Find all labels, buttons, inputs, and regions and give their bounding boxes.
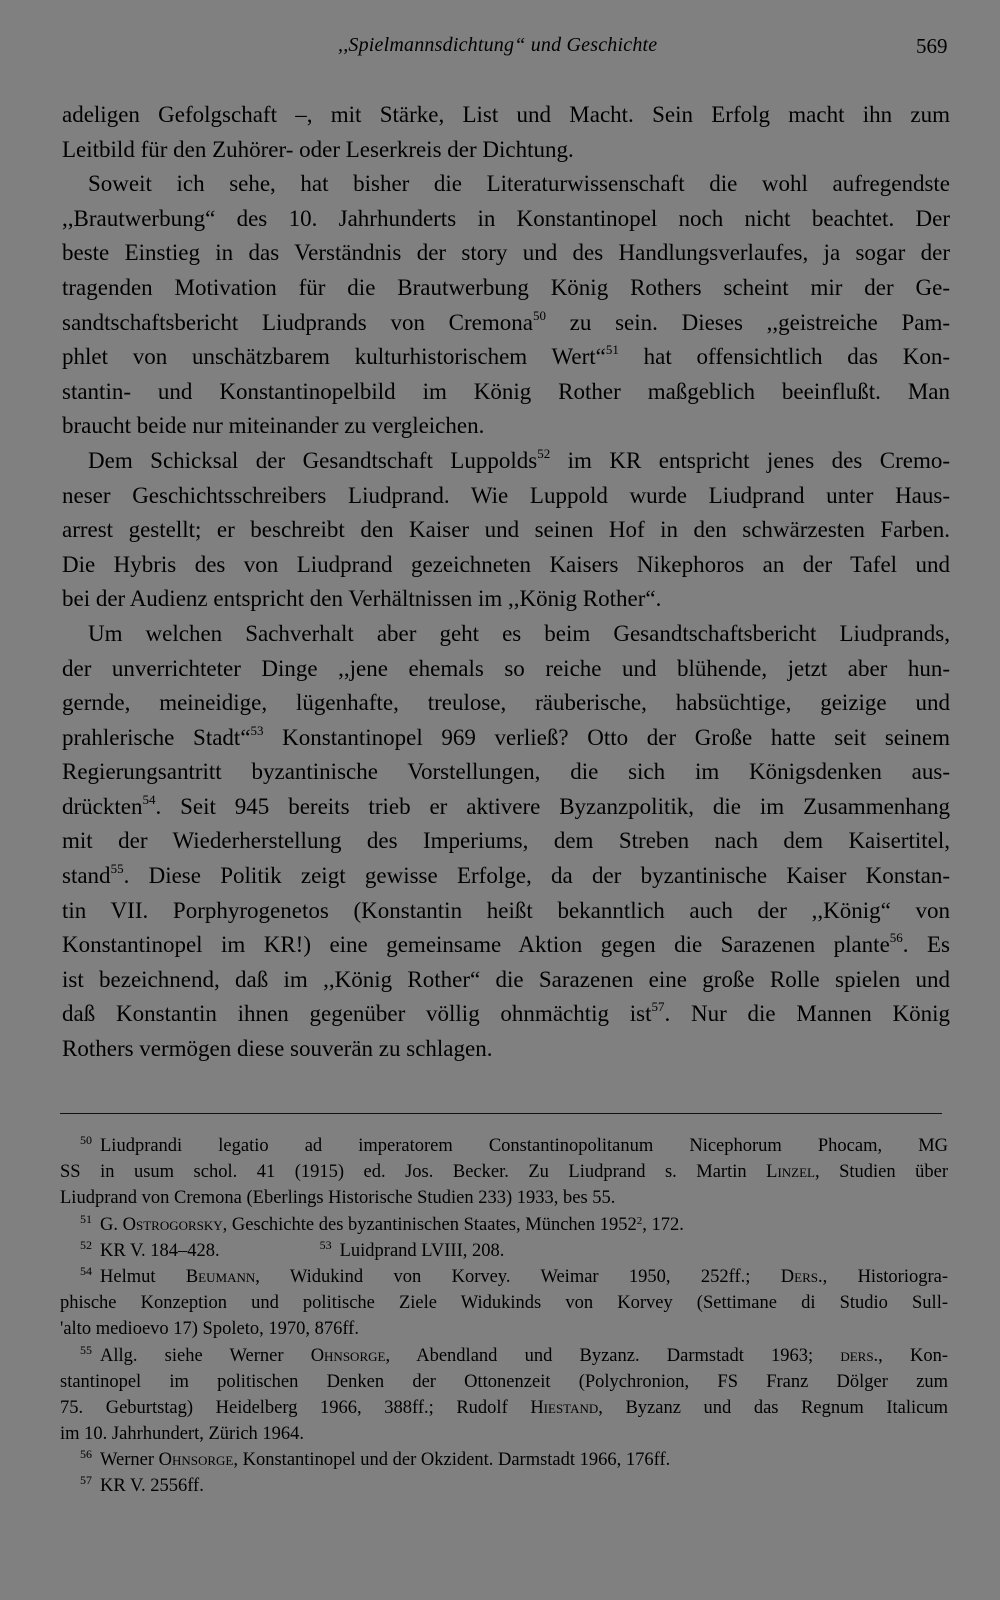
running-head-title: ,,Spielmannsdichtung“ und Geschichte — [338, 34, 658, 56]
text-fragment: phlet von unschätzbarem kulturhistorischem Wert“ — [62, 344, 606, 370]
text-line: arrest gestellt; er beschreibt den Kaiser und seinen Hof in den schwärzesten Farben. — [62, 517, 950, 543]
footnote-number: 50 — [80, 1133, 92, 1147]
text-fragment: Konstantinopel 969 verließ? Otto der Große hatte seit seinem — [263, 724, 950, 750]
text-line: braucht beide nur miteinander zu vergleichen. — [62, 413, 485, 439]
author-name: Ders — [780, 1266, 818, 1287]
footnote-number: 52 — [80, 1237, 92, 1252]
text-line: der unverrichteter Dinge ,,jene ehemals so reiche und blühende, jetzt aber hun- — [62, 655, 950, 681]
footnote-text: Helmut — [100, 1266, 186, 1287]
text-fragment: . Es — [902, 932, 950, 958]
footnote-line: 'alto medioevo 17) Spoleto, 1970, 876ff. — [60, 1319, 359, 1340]
footnote-ref[interactable]: 51 — [605, 342, 619, 358]
text-line — [62, 721, 950, 756]
footnote-line: im 10. Jahrhundert, Zürich 1964. — [60, 1424, 305, 1445]
text-line: tin VII. Porphyrogenetos (Konstantin heißt bekanntlich auch der ,,König“ von — [62, 897, 950, 923]
footnote-ref[interactable]: 54 — [142, 791, 156, 807]
footnote-text: , Geschichte des byzantinischen Staates, München 1952 — [222, 1214, 637, 1235]
footnote-line — [60, 1159, 948, 1185]
footnote-text: 75. Geburtstag) Heidelberg 1966, 388ff.; Rudolf — [60, 1397, 531, 1418]
footnote-number: 53 — [319, 1237, 332, 1252]
footnote-number: 57 — [80, 1473, 92, 1488]
footnote-text: , Studien über — [814, 1162, 948, 1183]
footnote-51 — [60, 1212, 948, 1238]
footnote-text: , Konstantinopel und der Okzident. Darmstadt 1966, 176ff. — [233, 1450, 671, 1471]
footnote-line — [60, 1395, 948, 1421]
text-line: ist bezeichnend, daß im ,,König Rother“ die Sarazenen eine große Rolle spielen und — [62, 966, 950, 992]
footnote-text: Allg. siehe Werner — [100, 1345, 311, 1366]
text-line: neser Geschichtsschreibers Liudprand. Wie Luppold wurde Liudprand unter Haus- — [62, 482, 950, 508]
text-fragment: stand — [62, 863, 111, 889]
page-number: 569 — [916, 34, 948, 58]
author-name: Ohnsorge — [310, 1345, 386, 1366]
footnote-text: KR V. 2556ff. — [100, 1476, 204, 1497]
text-line — [62, 997, 950, 1032]
footnote-ref[interactable]: 50 — [532, 307, 546, 323]
text-line — [62, 306, 950, 341]
author-name: Ostrogorsky — [122, 1214, 223, 1235]
text-line — [62, 928, 950, 963]
text-line: Soweit ich sehe, hat bisher die Literaturwissenschaft die wohl aufregendste — [88, 171, 950, 197]
footnote-text: , Widukind von Korvey. Weimar 1950, 252ff.; — [255, 1266, 781, 1287]
footnote-52-53 — [60, 1238, 948, 1264]
text-fragment: . Seit 945 bereits trieb er aktivere Byzanzpolitik, die im Zusammenhang — [155, 793, 950, 819]
text-fragment: . Nur die Mannen König — [664, 1001, 950, 1027]
footnote-text: KR V. 184–428. — [100, 1240, 220, 1261]
text-line: gernde, meineidige, lügenhafte, treulose, räuberische, habsüchtige, geizige und — [62, 690, 950, 716]
footnote-55 — [60, 1343, 948, 1369]
text-line — [62, 340, 950, 375]
text-line: Rothers vermögen diese souverän zu schlagen. — [62, 1036, 493, 1062]
body-text — [62, 98, 950, 1067]
footnote-text: G. — [100, 1214, 123, 1235]
text-fragment: zu sein. Dieses ,,geistreiche Pam- — [545, 309, 950, 335]
text-fragment: prahlerische Stadt“ — [62, 724, 251, 750]
footnote-number: 54 — [80, 1263, 92, 1278]
author-name: ders — [840, 1345, 874, 1366]
text-fragment: Konstantinopel im KR!) eine gemeinsame Aktion gegen die Sarazenen plante — [62, 932, 890, 958]
author-name: Linzel — [766, 1162, 815, 1183]
footnote-ref[interactable]: 52 — [537, 445, 551, 461]
footnote-number: 55 — [80, 1342, 92, 1357]
text-line: beste Einstieg in das Verständnis der story und des Handlungsverlaufes, ja sogar der — [62, 240, 950, 266]
footnote-text: , Abendland und Byzanz. Darmstadt 1963; — [385, 1345, 841, 1366]
text-line — [62, 790, 950, 825]
footnote-text: Luidprand LVIII, 208. — [339, 1240, 505, 1261]
running-head — [0, 30, 1000, 64]
footnote-text: SS in usum schol. 41 (1915) ed. Jos. Becker. Zu Liudprand s. Martin — [60, 1162, 747, 1183]
footnote-text: Liudprandi legatio ad imperatorem Constantinopolitanum Nicephorum Phocam, MG — [100, 1136, 948, 1156]
footnote-number: 51 — [80, 1211, 92, 1226]
author-name: Hiestand — [530, 1397, 599, 1418]
footnote-text: ., Historiogra- — [817, 1266, 948, 1287]
footnote-line: phische Konzeption und politische Ziele Widukinds von Korvey (Settimane di Studio Sull- — [60, 1293, 948, 1314]
footnote-text: Werner — [100, 1450, 159, 1471]
text-line: stantin- und Konstantinopelbild im König Rother maßgeblich beeinflußt. Man — [62, 378, 950, 404]
footnote-line: Liudprand von Cremona (Eberlings Historische Studien 233) 1933, bes 55. — [60, 1188, 616, 1209]
text-fragment: im KR entspricht jenes des Cremo- — [550, 447, 950, 473]
footnote-ref[interactable]: 56 — [889, 930, 903, 946]
author-name: Beumann — [185, 1266, 256, 1287]
edition-superscript: 2 — [636, 1214, 643, 1227]
author-name: Ohnsorge — [158, 1450, 234, 1471]
text-fragment: Dem Schicksal der Gesandtschaft Luppolds — [88, 447, 538, 473]
footnote-text: , Byzanz und das Regnum Italicum — [598, 1397, 948, 1418]
text-fragment: . Diese Politik zeigt gewisse Erfolge, da der byzantinische Kaiser Konstan- — [123, 863, 950, 889]
footnote-rule — [60, 1113, 942, 1114]
text-fragment: hat offensichtlich das Kon- — [618, 344, 950, 370]
text-line — [62, 444, 950, 479]
text-line: adeligen Gefolgschaft –, mit Stärke, List und Macht. Sein Erfolg macht ihn zum — [62, 102, 950, 127]
text-fragment: drückten — [62, 793, 143, 819]
text-line: mit der Wiederherstellung des Imperiums, dem Streben nach dem Kaisertitel, — [62, 828, 950, 854]
footnote-56 — [60, 1447, 948, 1473]
text-line: ,,Brautwerbung“ des 10. Jahrhunderts in Konstantinopel noch nicht beachtet. Der — [62, 205, 950, 231]
footnote-text: , 172. — [642, 1214, 684, 1235]
text-fragment: daß Konstantin ihnen gegenüber völlig ohnmächtig ist — [62, 1001, 652, 1027]
footnote-50 — [60, 1133, 948, 1159]
text-line: Regierungsantritt byzantinische Vorstellungen, die sich im Königsdenken aus- — [62, 759, 950, 785]
footnote-57 — [60, 1473, 948, 1499]
text-line: Leitbild für den Zuhörer- oder Leserkreis der Dichtung. — [62, 136, 574, 162]
text-line: Um welchen Sachverhalt aber geht es beim Gesandtschaftsbericht Liudprands, — [88, 620, 950, 646]
text-fragment: sandtschaftsbericht Liudprands von Cremona — [62, 309, 533, 335]
text-line: bei der Audienz entspricht den Verhältnissen im ,,König Rother“. — [62, 586, 662, 612]
footnote-ref[interactable]: 53 — [250, 722, 264, 738]
footnote-number: 56 — [80, 1447, 92, 1462]
footnote-text: ., Kon- — [873, 1345, 948, 1366]
text-line: tragenden Motivation für die Brautwerbung König Rothers scheint mir der Ge- — [62, 274, 950, 300]
footnote-ref[interactable]: 57 — [651, 999, 665, 1015]
footnote-54 — [60, 1264, 948, 1290]
footnote-line: stantinopel im politischen Denken der Ottonenzeit (Polychronion, FS Franz Dölger zum — [60, 1371, 948, 1392]
footnotes — [60, 1133, 948, 1500]
text-line — [62, 859, 950, 894]
text-line: Die Hybris des von Liudprand gezeichneten Kaisers Nikephoros an der Tafel und — [62, 551, 950, 577]
footnote-ref[interactable]: 55 — [110, 861, 124, 877]
